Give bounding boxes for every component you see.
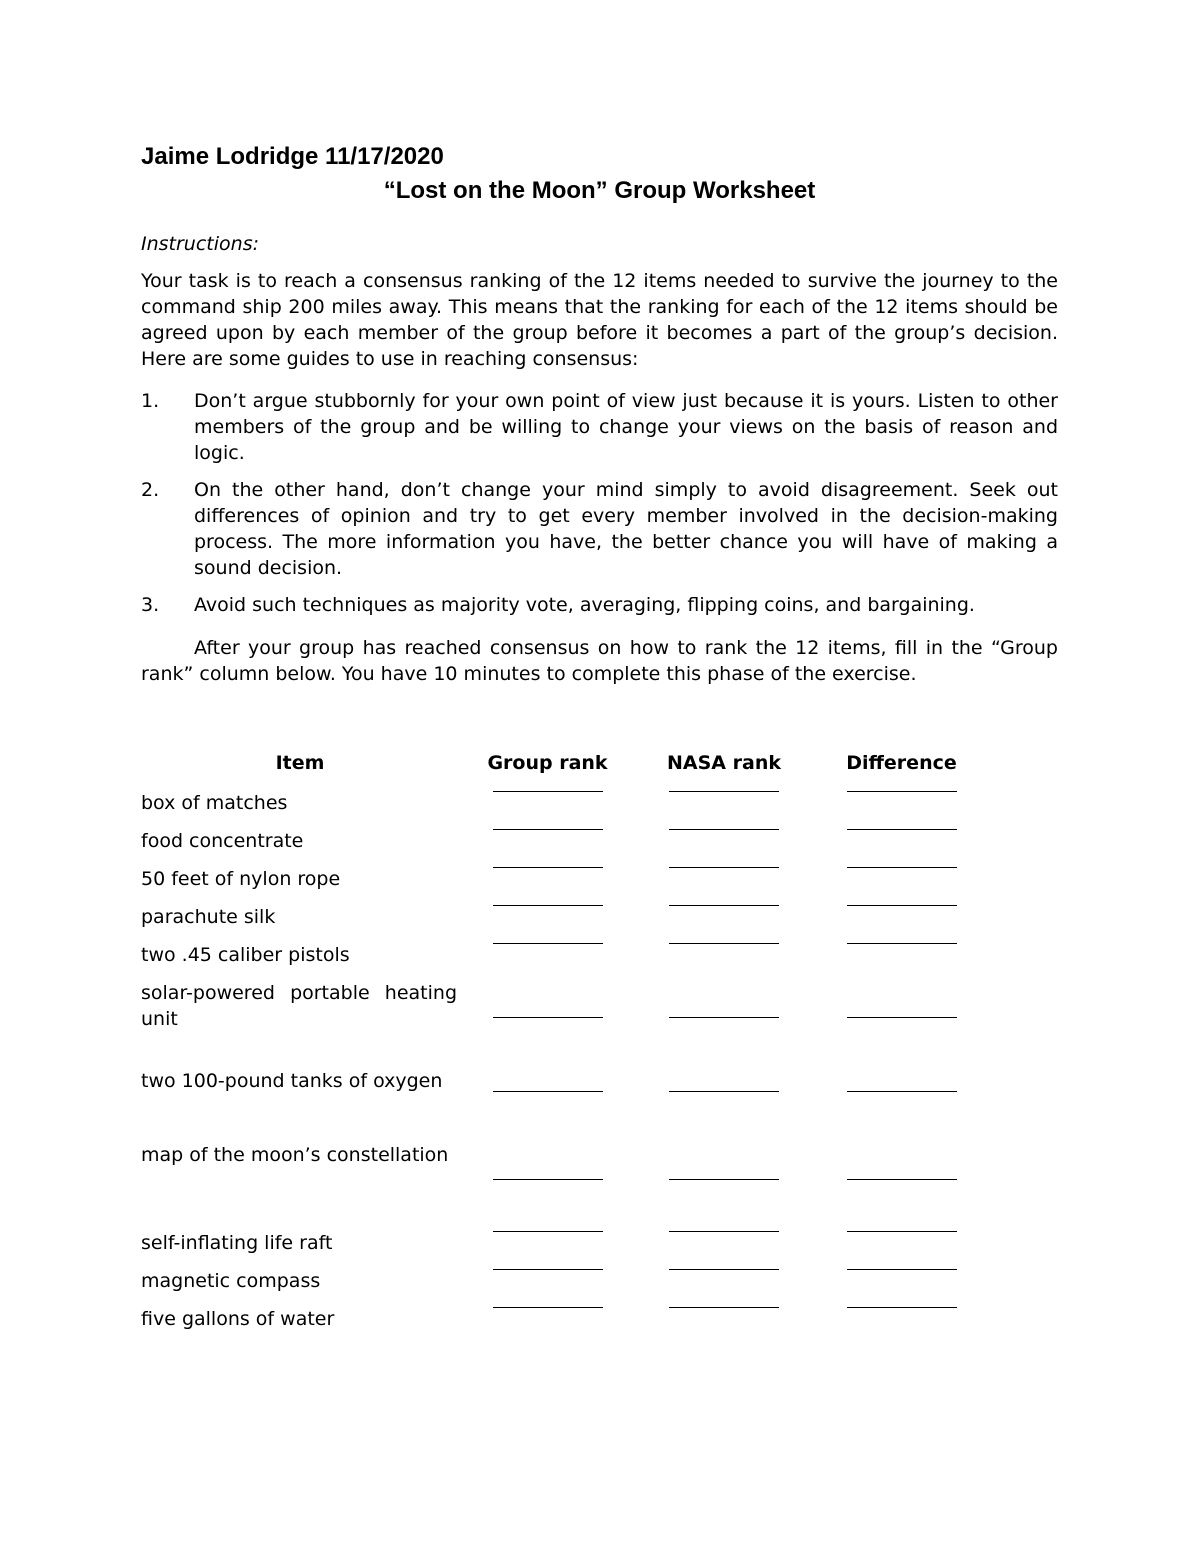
guide-number: 2.	[141, 479, 160, 501]
nasa-rank-blank[interactable]	[636, 1268, 812, 1306]
header-difference: Difference	[846, 752, 957, 774]
item-name: parachute silk	[141, 906, 276, 928]
nasa-rank-blank[interactable]	[636, 828, 812, 866]
table-row	[141, 904, 991, 942]
guide-text: Avoid such techniques as majority vote, averaging, flipping coins, and bargaining.	[194, 594, 975, 616]
nasa-rank-blank[interactable]	[636, 866, 812, 904]
guide-item	[141, 388, 1058, 466]
instructions-label: Instructions:	[141, 233, 259, 255]
difference-blank[interactable]	[812, 1068, 991, 1142]
group-rank-blank[interactable]	[459, 1142, 636, 1230]
table-row	[141, 828, 991, 866]
nasa-rank-blank[interactable]	[636, 1142, 812, 1230]
table-row	[141, 1306, 991, 1344]
nasa-rank-blank[interactable]	[636, 790, 812, 828]
instructions-intro: Your task is to reach a consensus ranking of the 12 items needed to survive the journey to the command ship 200 miles away. This means that the ranking for each of the 12 items should be agreed upon by each member of the group before it becomes a part of the group’s decision. Here are some guides to use in reaching consensus:	[141, 270, 1058, 370]
item-name: five gallons of water	[141, 1308, 335, 1330]
group-rank-blank[interactable]	[459, 904, 636, 942]
table-row	[141, 790, 991, 828]
nasa-rank-blank[interactable]	[636, 980, 812, 1068]
header-nasa-rank: NASA rank	[667, 752, 781, 774]
group-rank-blank[interactable]	[459, 790, 636, 828]
consensus-guides-list	[141, 388, 1058, 618]
guide-item	[141, 592, 1058, 618]
difference-blank[interactable]	[812, 1306, 991, 1344]
item-name: self-inflating life raft	[141, 1232, 333, 1254]
ranking-table	[141, 750, 991, 1344]
item-name: map of the moon’s constellation	[141, 1144, 449, 1166]
group-rank-blank[interactable]	[459, 1230, 636, 1268]
difference-blank[interactable]	[812, 790, 991, 828]
difference-blank[interactable]	[812, 828, 991, 866]
item-name: two .45 caliber pistols	[141, 944, 350, 966]
group-rank-blank[interactable]	[459, 1306, 636, 1344]
nasa-rank-blank[interactable]	[636, 904, 812, 942]
header-group-rank: Group rank	[487, 752, 608, 774]
group-rank-blank[interactable]	[459, 942, 636, 980]
item-name: 50 feet of nylon rope	[141, 868, 341, 890]
table-row	[141, 866, 991, 904]
item-name: box of matches	[141, 792, 288, 814]
difference-blank[interactable]	[812, 1230, 991, 1268]
item-name: magnetic compass	[141, 1270, 321, 1292]
nasa-rank-blank[interactable]	[636, 1068, 812, 1142]
guide-item	[141, 477, 1058, 581]
difference-blank[interactable]	[812, 980, 991, 1068]
table-row	[141, 980, 991, 1068]
guide-number: 3.	[141, 594, 160, 616]
difference-blank[interactable]	[812, 866, 991, 904]
group-rank-blank[interactable]	[459, 980, 636, 1068]
difference-blank[interactable]	[812, 942, 991, 980]
difference-blank[interactable]	[812, 904, 991, 942]
page-title: “Lost on the Moon” Group Worksheet	[383, 177, 816, 204]
group-rank-blank[interactable]	[459, 1268, 636, 1306]
guide-text: Don’t argue stubbornly for your own point of view just because it is yours. Listen to other members of the group and be willing to change your views on the basis of reason and logic.	[194, 390, 1058, 464]
author-date-line: Jaime Lodridge 11/17/2020	[141, 143, 444, 170]
guide-number: 1.	[141, 390, 160, 412]
group-rank-blank[interactable]	[459, 1068, 636, 1142]
difference-blank[interactable]	[812, 1142, 991, 1230]
table-row	[141, 1230, 991, 1268]
item-name: food concentrate	[141, 830, 304, 852]
table-header-row	[141, 750, 991, 790]
table-row	[141, 942, 991, 980]
table-row	[141, 1068, 991, 1142]
item-name: two 100-pound tanks of oxygen	[141, 1070, 443, 1092]
group-rank-blank[interactable]	[459, 866, 636, 904]
group-rank-blank[interactable]	[459, 828, 636, 866]
table-row	[141, 1142, 991, 1230]
item-name: solar-powered portable heating unit	[141, 982, 457, 1030]
instructions-closing: After your group has reached consensus on how to rank the 12 items, fill in the “Group rank” column below. You have 10 minutes to complete this phase of the exercise.	[141, 637, 1058, 685]
nasa-rank-blank[interactable]	[636, 942, 812, 980]
nasa-rank-blank[interactable]	[636, 1306, 812, 1344]
nasa-rank-blank[interactable]	[636, 1230, 812, 1268]
difference-blank[interactable]	[812, 1268, 991, 1306]
guide-text: On the other hand, don’t change your mind simply to avoid disagreement. Seek out differences of opinion and try to get every member involved in the decision-making process. The more information you have, the better chance you will have of making a sound decision.	[194, 479, 1058, 579]
header-item: Item	[275, 752, 325, 774]
table-row	[141, 1268, 991, 1306]
worksheet-page	[141, 140, 1058, 1344]
